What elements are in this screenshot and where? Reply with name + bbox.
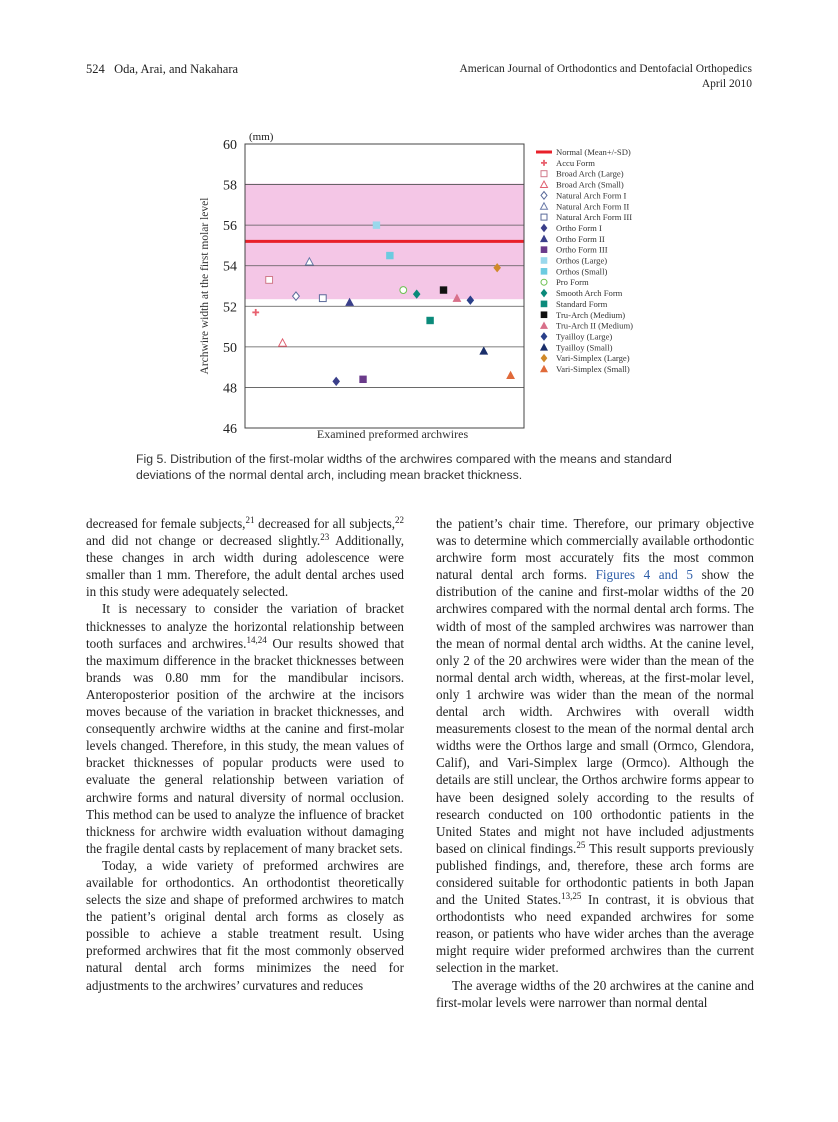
legend-label: Broad Arch (Large) — [556, 168, 624, 179]
legend-swatch — [541, 214, 547, 220]
issue-date: April 2010 — [701, 78, 752, 90]
legend-swatch — [541, 203, 548, 210]
data-point — [333, 377, 340, 385]
page-number: 524 — [86, 62, 105, 76]
legend-swatch — [541, 192, 547, 200]
legend-swatch — [541, 181, 548, 188]
data-point — [319, 295, 326, 302]
legend-label: Ortho Form II — [556, 233, 605, 244]
data-point — [279, 339, 287, 346]
y-axis-label: Archwire width at the first molar level — [199, 197, 211, 375]
legend-swatch — [541, 279, 547, 285]
legend-label: Smooth Arch Form — [556, 288, 623, 299]
legend-label: Natural Arch Form II — [556, 201, 630, 212]
legend-swatch — [541, 171, 547, 177]
legend-swatch — [541, 224, 547, 232]
figure-5-chart — [190, 122, 650, 442]
legend-label: Tru-Arch (Medium) — [556, 309, 626, 320]
body-column-left — [86, 515, 404, 994]
data-point — [386, 252, 393, 259]
legend-label: Orthos (Large) — [556, 255, 608, 266]
legend-label: Broad Arch (Small) — [556, 179, 624, 190]
data-point — [507, 371, 515, 378]
data-point — [360, 376, 367, 383]
y-tick-label: 56 — [223, 219, 237, 235]
y-tick-label: 50 — [223, 340, 237, 356]
legend-label: Tyailloy (Small) — [556, 342, 613, 353]
legend-label: Ortho Form III — [556, 244, 608, 255]
legend-swatch — [541, 301, 547, 307]
data-point — [440, 287, 447, 294]
running-authors: Oda, Arai, and Nakahara — [114, 62, 239, 76]
legend-label: Natural Arch Form III — [556, 212, 633, 223]
legend-swatch — [541, 247, 547, 253]
legend-label: Accu Form — [556, 157, 595, 168]
body-column-right — [436, 515, 754, 1011]
y-tick-label: 58 — [223, 178, 237, 194]
legend-swatch — [541, 289, 547, 297]
legend-label: Normal (Mean+/-SD) — [556, 147, 631, 157]
legend-swatch — [541, 235, 548, 242]
legend-label: Natural Arch Form I — [556, 190, 627, 201]
y-tick-label: 48 — [223, 381, 237, 397]
legend-label: Tyailloy (Large) — [556, 331, 613, 342]
running-header-left — [86, 62, 238, 77]
legend-swatch — [541, 344, 548, 351]
legend-label: Tru-Arch II (Medium) — [556, 320, 634, 331]
legend-swatch — [541, 258, 547, 264]
running-header-right — [459, 62, 752, 92]
data-point — [346, 298, 354, 305]
legend-label: Ortho Form I — [556, 222, 602, 233]
legend-swatch — [541, 333, 547, 341]
legend-swatch — [541, 354, 547, 362]
legend-swatch — [541, 366, 548, 373]
data-point — [480, 347, 488, 354]
y-tick-label: 60 — [223, 138, 237, 153]
legend-label: Pro Form — [556, 277, 589, 288]
data-point — [427, 317, 434, 324]
legend-label: Orthos (Small) — [556, 266, 608, 277]
figure-caption: Fig 5. Distribution of the first-molar widths of the archwires compared with the means and standard deviations of the normal dental arch, including mean bracket thickness. — [136, 452, 672, 482]
legend-swatch — [541, 268, 547, 274]
right-paragraph: the patient’s chair time. Therefore, our primary objective was to determine which commercially available orthodontic archwire form most accurately fits the most common natural dental arch forms. Figures 4 and 5 show the distribution of the canine and first-molar widths of the 20 archwires compared with the normal dental arch forms. The width of most of the sampled archwires was narrower than the mean of normal dental arch widths. At the canine level, only 2 of the 20 archwires were wider than the mean of the normal dental arch width, whereas, at the first-molar level, only 1 archwire was wider than the mean of the normal dental arch width. Archwires with overall width measurements closest to the mean of the normal dental arch widths were the Orthos large and small (Ormco, Glendora, Calif), and Vari-Simplex large (Ormco). Although the details are still unclear, the Orthos archwire forms appear to have been designed solely according to the results of research conducted on 100 orthodontic patients in the United States and might not have included adjustments based on clinical findings.$^{25}$ This result supports previously published findings, and, therefore, these arch forms are considered suitable for orthodontic patients in both Japan and the United States.$^{13,25}$ In contrast, it is obvious that orthodontists who need expanded archwires for some reason, or patients who have wider arches than the average might require wider preformed archwires than the current selection in the market. — [436, 516, 754, 976]
legend-label: Vari-Simplex (Large) — [556, 353, 630, 364]
left-paragraph: Today, a wide variety of preformed archwires are available for orthodontics. An orthodontist theoretically selects the size and shape of preformed archwires to match the patient’s original dental arch forms as closely as possible to achieve a stable treatment result. Using preformed archwires that fit the most commonly observed natural dental arch forms minimizes the need for adjustments to the archwires’ curvatures and reduces — [86, 857, 404, 993]
journal-title: American Journal of Orthodontics and Dentofacial Orthopedics — [459, 63, 752, 75]
legend-swatch — [541, 312, 547, 318]
data-point — [266, 277, 273, 284]
y-tick-label: 52 — [223, 300, 237, 316]
data-point — [252, 309, 259, 316]
left-paragraph: It is necessary to consider the variation of bracket thicknesses to analyze the horizontal relationship between tooth surfaces and archwires.$^{14,24}$ Our results showed that the maximum difference in the bracket thicknesses between brands was 0.80 mm for the mandibular incisors. Anteroposterior position of the archwire at the incisors moves because of the variation in bracket thicknesses, and consequently archwire widths at the canine and first-molar levels changed. Therefore, in this study, the mean values of bracket thicknesses of popular products were used to evaluate the general relationship between variation of archwire forms and natural diversity of normal occlusion. This method can be used to analyze the influence of bracket thickness for archwire width evaluation without damaging the fragile dental casts by replacement of many bracket sets. — [86, 601, 404, 856]
left-paragraph: decreased for female subjects,$^{21}$ decreased for all subjects,$^{22}$ and did not change or decreased slightly.$^{23}$ Additionally, these changes in arch width during adolescence were smaller than 1 mm. Therefore, the adult dental arches used in this study were adequately selected. — [86, 515, 404, 600]
right-paragraph: The average widths of the 20 archwires at the canine and first-molar levels were narrower than normal dental — [436, 977, 754, 1010]
data-point — [373, 222, 380, 229]
legend-swatch — [541, 160, 547, 166]
legend-label: Vari-Simplex (Small) — [556, 364, 630, 374]
x-axis-label: Examined preformed archwires — [316, 427, 469, 441]
y-tick-label: 54 — [223, 259, 237, 275]
y-tick-label: 46 — [223, 422, 237, 437]
legend-label: Standard Form — [556, 298, 608, 309]
data-point — [400, 287, 407, 294]
y-unit-label: (mm) — [249, 131, 274, 143]
legend-swatch — [541, 322, 548, 329]
